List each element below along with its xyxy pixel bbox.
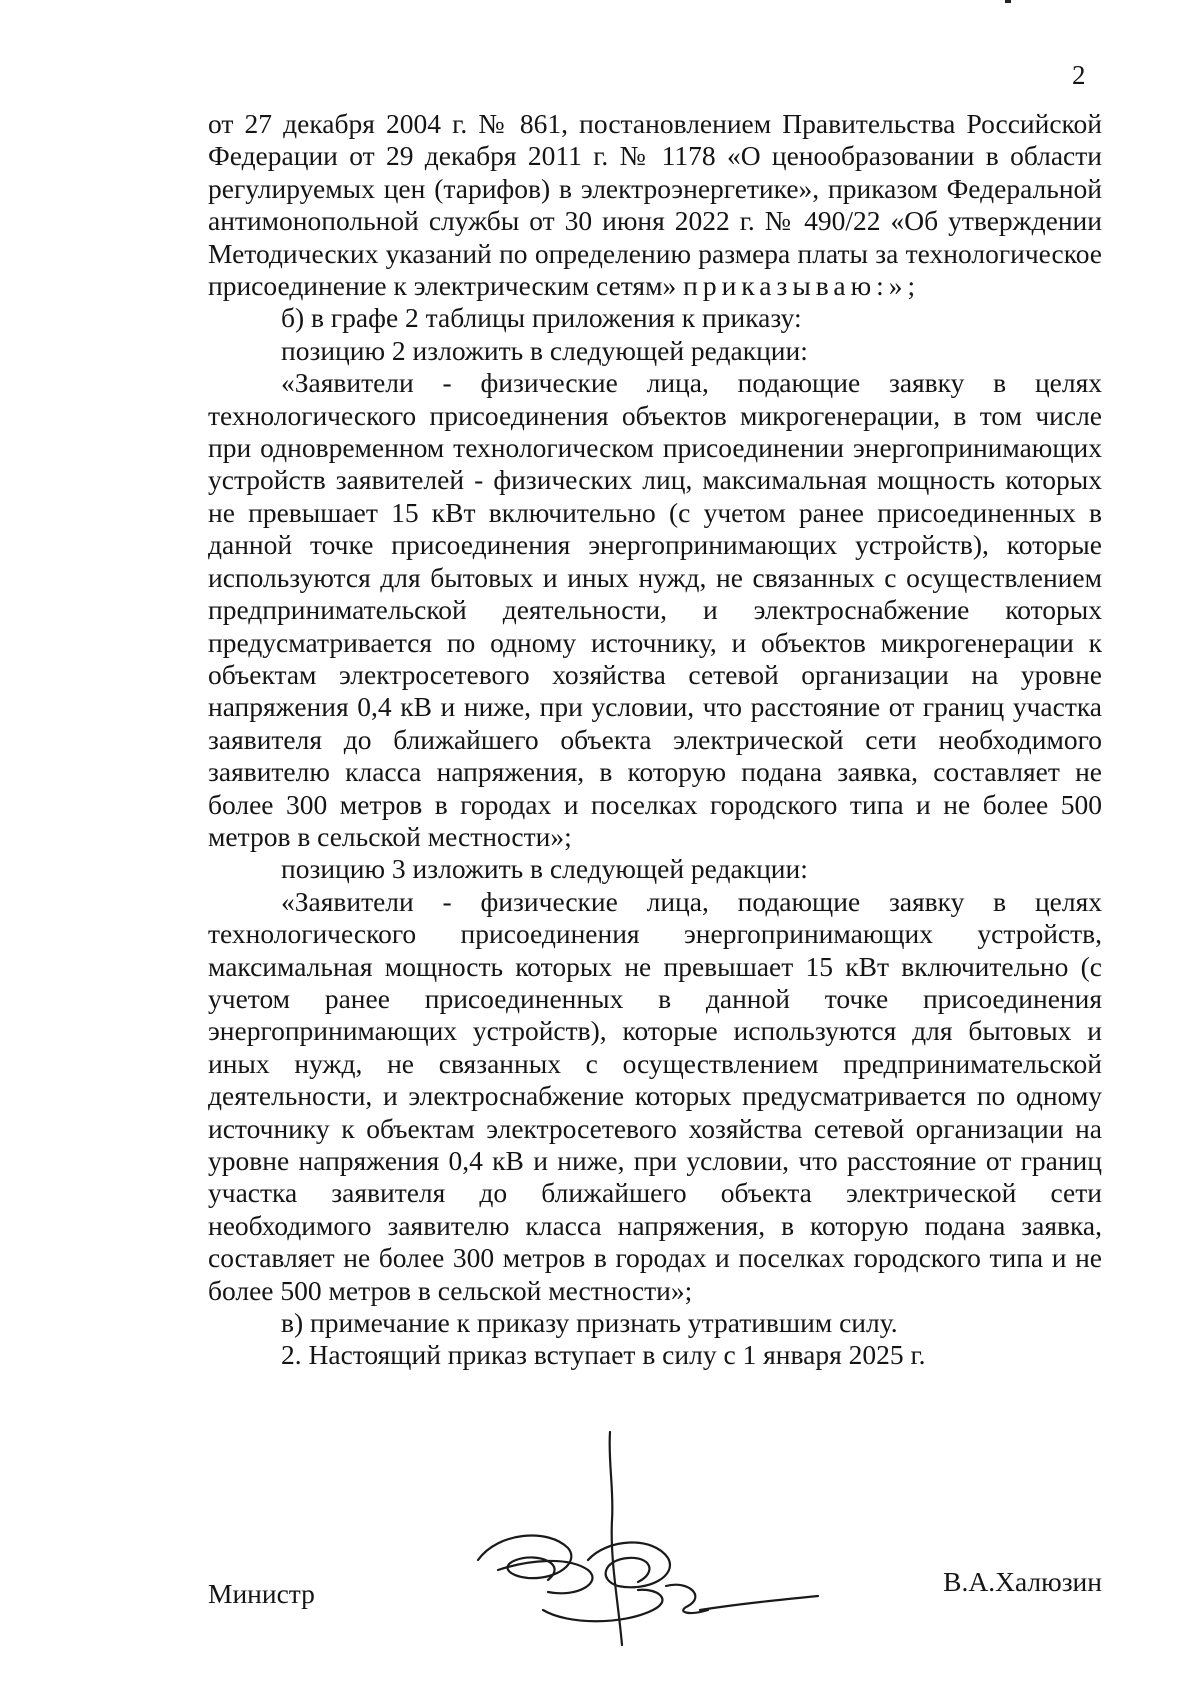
signature-block — [208, 1540, 1102, 1640]
signer-name: В.А.Халюзин — [943, 1566, 1102, 1597]
scan-mark — [1005, 0, 1011, 3]
paragraph-position-2-text: «Заявители - физические лица, подающие заявку в целях технологического присоединения объектов микрогенерации, в том числе при одновременном технологическом присоединении энергопринимающих устройств заявителей - физических лиц, максимальная мощность которых не превышает 15 кВт включительно (с учетом ранее присоединенных в данной точке присоединения энергопринимающих устройств), которые используются для бытовых и иных нужд, не связанных с осуществлением предпринимательской деятельности, и электроснабжение которых предусматривается по одному источнику, и объектов микрогенерации к объектам электросетевого хозяйства сетевой организации на уровне напряжения 0,4 кВ и ниже, при условии, что расстояние от границ участка заявителя до ближайшего объекта электрической сети необходимого заявителю класса напряжения, в которую подана заявка, составляет не более 300 метров в городах и поселках городского типа и не более 500 метров в сельской местности»; — [208, 367, 1102, 852]
paragraph-item-b: б) в графе 2 таблицы приложения к приказу: — [281, 302, 802, 334]
paragraph-effective-date: 2. Настоящий приказ вступает в силу с 1 января 2025 г. — [281, 1339, 926, 1371]
paragraph-item-c: в) примечание к приказу признать утратившим силу. — [281, 1307, 898, 1339]
handwritten-signature — [438, 1420, 878, 1650]
paragraph-position-3-intro: позицию 3 изложить в следующей редакции: — [281, 853, 808, 885]
document-body — [208, 108, 1102, 1372]
paragraph-legal-basis — [208, 108, 1102, 302]
paragraph-legal-basis-text: от 27 декабря 2004 г. № 861, постановлением Правительства Российской Федерации от 29 декабря 2011 г. № 1178 «О ценообразовании в области регулируемых цен (тарифов) в электроэнергетике», приказом Федеральной антимонопольной службы от 30 июня 2022 г. № 490/22 «Об утверждении Методических указаний по определению размера платы за технологическое присоединение к электрическим сетям» — [208, 108, 1102, 302]
paragraph-position-3-text: «Заявители - физические лица, подающие заявку в целях технологического присоединения энергопринимающих устройств, максимальная мощность которых не превышает 15 кВт включительно (с учетом ранее присоединенных в данной точке присоединения энергопринимающих устройств), которые используются для бытовых и иных нужд, не связанных с осуществлением предпринимательской деятельности, и электроснабжение которых предусматривается по одному источнику к объектам электросетевого хозяйства сетевой организации на уровне напряжения 0,4 кВ и ниже, при условии, что расстояние от границ участка заявителя до ближайшего объекта электрической сети необходимого заявителю класса напряжения, в которую подана заявка, составляет не более 300 метров в городах и поселках городского типа и не более 500 метров в сельской местности»; — [208, 885, 1102, 1306]
signer-position: Министр — [208, 1578, 315, 1609]
page-number: 2 — [1072, 60, 1086, 90]
order-verb: приказываю:»; — [683, 270, 921, 302]
paragraph-position-2-intro: позицию 2 изложить в следующей редакции: — [281, 334, 808, 366]
